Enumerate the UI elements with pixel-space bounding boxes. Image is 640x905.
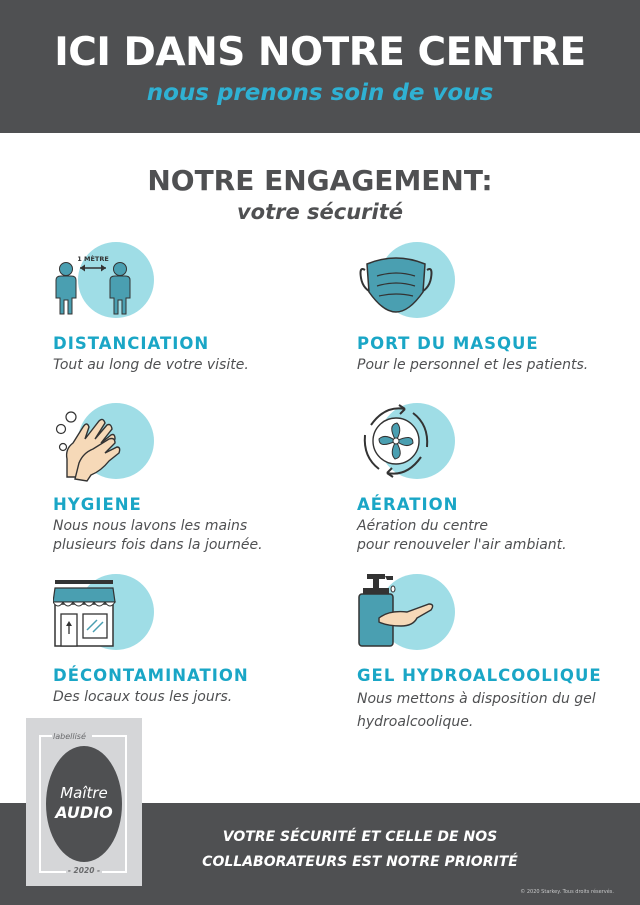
badge-line1: Maître — [60, 784, 108, 802]
item-desc: Nous mettons à disposition du gel hydroalcoolique. — [357, 691, 596, 730]
item-title: PORT DU MASQUE — [357, 334, 539, 353]
engagement-title: NOTRE ENGAGEMENT: — [147, 164, 493, 197]
face-mask-icon — [357, 242, 467, 322]
hand-sanitizer-icon — [357, 574, 467, 654]
item-desc: Pour le personnel et les patients. — [357, 357, 589, 373]
maitre-audio-badge — [26, 718, 142, 886]
header-subtitle: nous prenons soin de vous — [146, 80, 494, 106]
header-title: ICI DANS NOTRE CENTRE — [54, 30, 586, 75]
item-desc: Tout au long de votre visite. — [53, 357, 249, 373]
badge-label: labellisé — [53, 732, 86, 741]
distance-label: 1 MÈTRE — [77, 255, 109, 263]
item-desc: Nous nous lavons les mains plusieurs fois dans la journée. — [53, 518, 263, 553]
item-desc: Des locaux tous les jours. — [53, 689, 233, 705]
item-title: HYGIENE — [53, 495, 142, 514]
item-desc: Aération du centre pour renouveler l'air ambiant. — [357, 518, 567, 553]
copyright-text: © 2020 Starkey. Tous droits réservés. — [520, 889, 614, 895]
hand-washing-icon — [53, 403, 163, 483]
storefront-icon — [53, 574, 163, 654]
item-title: AÉRATION — [357, 495, 459, 514]
engagement-subtitle: votre sécurité — [236, 200, 404, 224]
item-title: GEL HYDROALCOOLIQUE — [357, 666, 602, 685]
item-title: DISTANCIATION — [53, 334, 210, 353]
badge-year: - 2020 - — [67, 866, 101, 875]
footer-priority-text: VOTRE SÉCURITÉ ET CELLE DE NOS COLLABORATEURS EST NOTRE PRIORITÉ — [202, 829, 518, 870]
badge-line2: AUDIO — [55, 803, 113, 822]
item-title: DÉCONTAMINATION — [53, 666, 249, 685]
header-banner — [0, 0, 640, 133]
social-distance-icon — [53, 242, 163, 322]
ventilation-fan-icon — [357, 403, 467, 483]
maitre-audio-logo — [26, 718, 142, 886]
